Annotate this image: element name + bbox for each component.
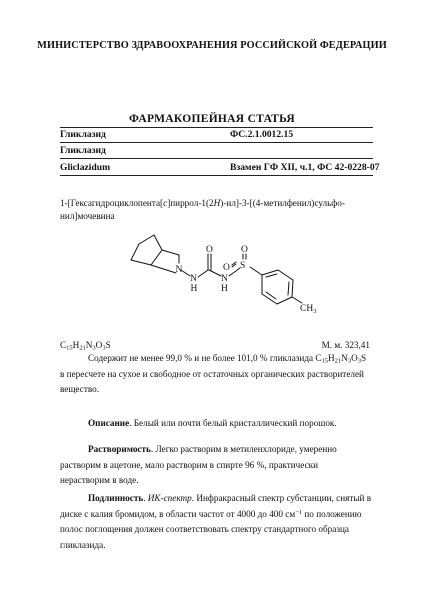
ir-spectrum-method: ИК-спектр xyxy=(147,493,192,503)
content-paragraph: Содержит не менее 99,0 % и не более 101,0 % гликлазида $C_{15}H_{21}N_3O_3S$ в пересчете на сухое и свободное от остаточных органических растворителей вещество. xyxy=(60,353,367,395)
atom-o-2: O xyxy=(241,245,248,255)
atom-s: S xyxy=(240,261,246,271)
description-paragraph: Описание. Белый или почти белый кристаллический порошок. xyxy=(88,418,337,428)
identity-label: Подлинность xyxy=(88,493,144,503)
chemical-name-italic: H xyxy=(213,198,221,208)
methyl-group: $CH_3$ xyxy=(300,304,317,315)
atom-n-1: N xyxy=(190,274,197,284)
chemical-name-part: )-ил]-3-[(4-метилфенил)сульфо- xyxy=(220,198,345,208)
chemical-name-part: ]пиррол-1(2 xyxy=(167,198,214,208)
doc-code: ФС.2.1.0012.15 xyxy=(230,129,294,140)
drug-name-ru: Гликлазид xyxy=(60,129,106,140)
molar-mass: М. м. 323,41 xyxy=(321,340,370,350)
description-label: Описание xyxy=(88,418,130,428)
molecular-formula: $C_{15}H_{21}N_3O_3S$ xyxy=(60,340,111,352)
atom-o-carbonyl: O xyxy=(206,245,213,255)
atom-h-2: H xyxy=(221,284,228,294)
atom-n-2: N xyxy=(221,274,228,284)
article-title: ФАРМАКОПЕЙНАЯ СТАТЬЯ xyxy=(128,113,296,125)
chemical-name-line2: нил]мочевина xyxy=(60,210,115,221)
identity-paragraph: Подлинность. ИК-спектр. Инфракрасный спектр субстанции, снятый в диске с калия бромидом, в области частот от 4000 до 400 $см^{-1}$ по положению полос поглощения должен соответствовать спектру стандартного образца гликлазида. xyxy=(60,493,372,550)
atom-o-1: O xyxy=(223,263,230,273)
solubility-label: Растворимость xyxy=(88,444,151,454)
chemical-name-part: 1-[Гексагидроциклопента[ xyxy=(60,198,164,208)
atom-n-ring: N xyxy=(175,265,183,275)
ministry-header: МИНИСТЕРСТВО ЗДРАВООХРАНЕНИЯ РОССИЙСКОЙ ФЕДЕРАЦИИ xyxy=(37,40,387,51)
molecular-formula-row xyxy=(60,340,370,350)
chemical-name-italic: c xyxy=(163,198,168,208)
replaces-note: Взамен ГФ XII, ч.1, ФС 42-0228-07 xyxy=(230,162,380,173)
atom-h-1: H xyxy=(190,284,198,294)
drug-name-ru-2: Гликлазид xyxy=(60,145,106,156)
drug-name-latin: Gliclazidum xyxy=(60,162,111,173)
solubility-paragraph: Растворимость. Легко растворим в метиленхлориде, умеренно растворим в ацетоне, мало растворим в спирте 96 %, практически нерастворим в воде. xyxy=(60,444,337,486)
